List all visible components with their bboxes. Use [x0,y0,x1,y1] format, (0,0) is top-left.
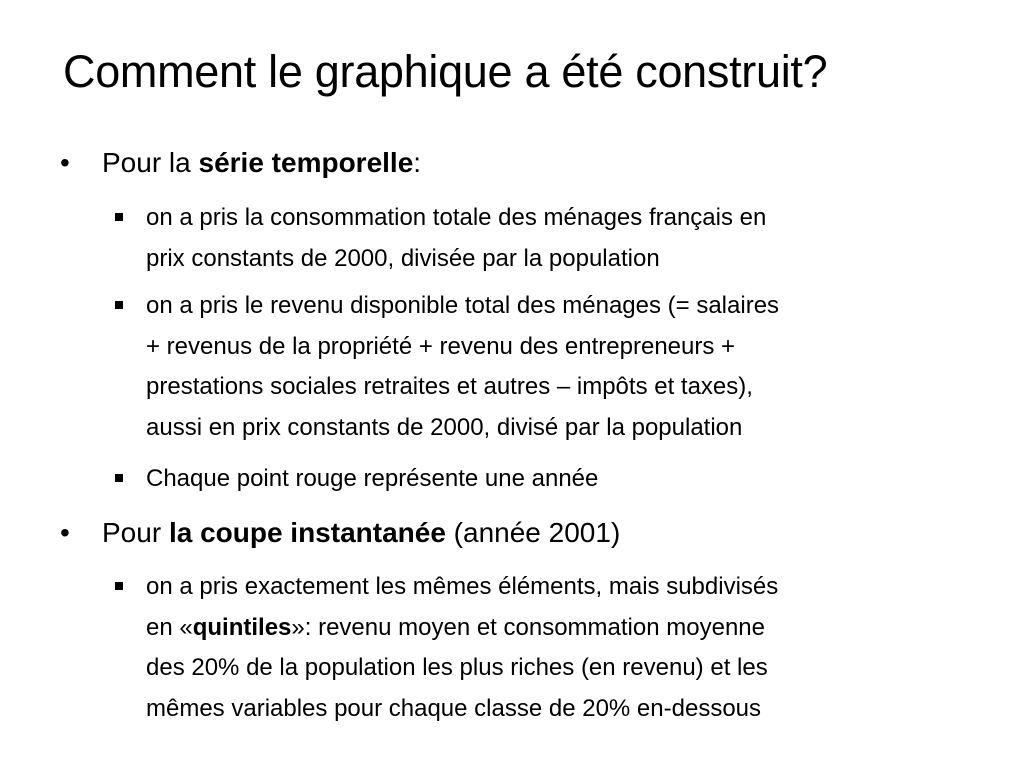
text-line: prix constants de 2000, divisée par la population [146,244,660,272]
bullet-text [102,145,421,181]
text-line: Chaque point rouge représente une année [146,465,599,492]
bullet-text-bold: la coupe instantanée [168,517,446,548]
text-line: prestations sociales retraites et autres – impôts et taxes), [146,373,753,400]
bullet-dot-icon: • [60,517,70,548]
bullet-text-post: : [413,147,422,178]
square-bullet-icon [115,582,123,590]
text-line: on a pris exactement les mêmes éléments, mais subdivisés [146,573,779,600]
text-line: des 20% de la population les plus riches (en revenu) et les [146,654,768,681]
text-line-post: »: revenu moyen et consommation moyenne [291,613,765,641]
sub-item-text [146,286,976,448]
bullet-text-bold: série temporelle [198,147,414,178]
bullet-dot-icon: • [60,147,70,178]
sub-item-text [146,567,976,729]
text-line: on a pris la consommation totale des ménages français en [146,204,767,231]
slide-title: Comment le graphique a été construit? [63,46,828,97]
sub-item-text [146,198,976,279]
text-line: on a pris le revenu disponible total des ménages (= salaires [146,292,780,319]
bullet-text [102,515,620,551]
sub-item-text [146,459,976,500]
square-bullet-icon [115,213,123,221]
text-line: aussi en prix constants de 2000, divisé par la population [146,413,743,441]
bullet-text-pre: Pour [102,517,169,548]
text-line-pre: en « [146,613,193,641]
text-line: mêmes variables pour chaque classe de 20% en-dessous [146,694,762,722]
bullet-text-pre: Pour la [102,147,199,178]
square-bullet-icon [115,301,123,309]
text-line: + revenus de la propriété + revenu des entrepreneurs + [146,332,736,360]
bullet-text-post: (année 2001) [445,517,621,548]
quintiles-term: quintiles [192,613,292,641]
text-line [146,608,976,649]
square-bullet-icon [115,474,123,482]
